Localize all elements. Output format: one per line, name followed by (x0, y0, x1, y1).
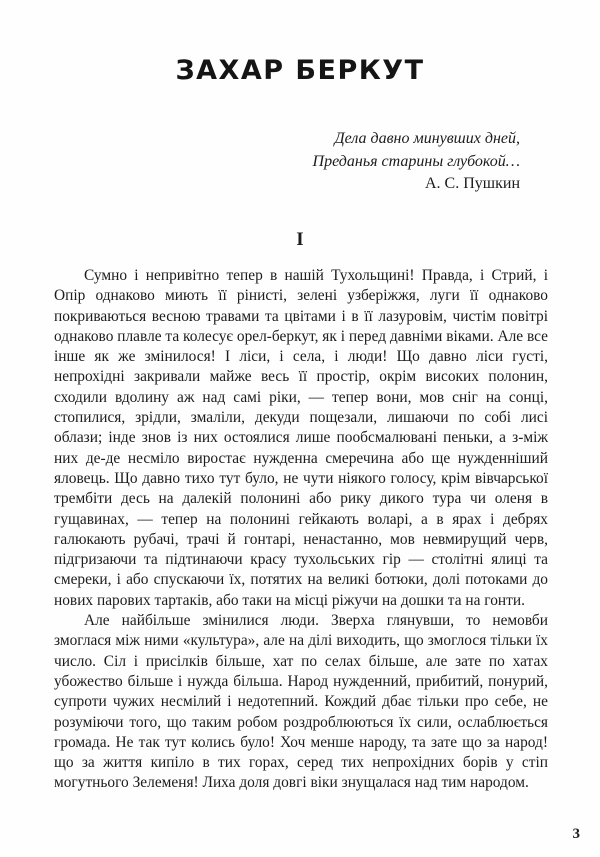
epigraph (313, 128, 520, 196)
paragraph-2: Але найбільше змінилися люди. Зверха глянувши, то немовби змоглася між ними «культура», але на ділі виходить, що змоглося тільки їх число. Сіл і присілків більше, хат по селах більше, але зате по хатах убожество більше і нужда більша. Народ нужденний, прибитий, понурий, супроти чужих несмілий і недотепний. Кождий дбає тільки про себе, не розуміючи того, що таким робом роздроблюються їх сили, ослаблюється громада. Не так тут колись було! Хоч менше народу, та зате що за народ! що за життя кипіло в тих горах, серед тих непрохідних борів у стіп могутнього Зелеменя! Лиха доля довгі віки знущалася над тим народом. (54, 612, 548, 792)
epigraph-attribution: А. С. Пушкин (425, 175, 520, 192)
epigraph-line-1: Дела давно минувших дней, (334, 130, 520, 147)
paragraph-1: Сумно і непривітно тепер в нашій Тухольщині! Правда, і Стрий, і Опір однаково миють її рінисті, зелені узберіжжя, луги її однаково покриваються весною травами та цвітами і в її лазуровім, чистім повітрі однаково плавле та колесує орел-беркут, як і перед давніми віками. Але все інше як же змінилося! І ліси, і села, і люди! Що давно ліси густі, непрохідні закривали майже весь її простір, окрім високих полонин, сходили вдолину аж над самі ріки, — тепер вони, мов сніг на сонці, стопилися, зрідли, змаліли, декуди пощезали, лишаючи по собі лисі облази; інде знов із них остоялися лише пообсмалювані пеньки, а з-між них де-де несміло виростає нужденна смеречина або ще нужденніший яловець. Що давно тихо тут було, не чути ніякого голосу, крім вівчарської трембіти десь на далекій полонині або рику дикого тура чи оленя в гущавинах, — тепер на полонині гейкають воларі, а в ярах і дебрях галюкають рубачі, трачі й гонтарі, ненастанно, мов невмирущий черв, підгризаючи та підтинаючи красу тухольських гір — столітні ялиці та смереки, і або спускаючи їх, потятих на великі ботюки, долі потоками до нових парових тартаків, або таки на місці ріжучи на дошки та на гонти. (54, 267, 548, 609)
page-number: 3 (572, 826, 580, 842)
chapter-text (54, 266, 548, 794)
epigraph-line-2: Преданья старины глубокой… (312, 152, 520, 170)
book-title: ЗАХАР БЕРКУТ (175, 55, 425, 86)
chapter-numeral: I (296, 229, 304, 250)
